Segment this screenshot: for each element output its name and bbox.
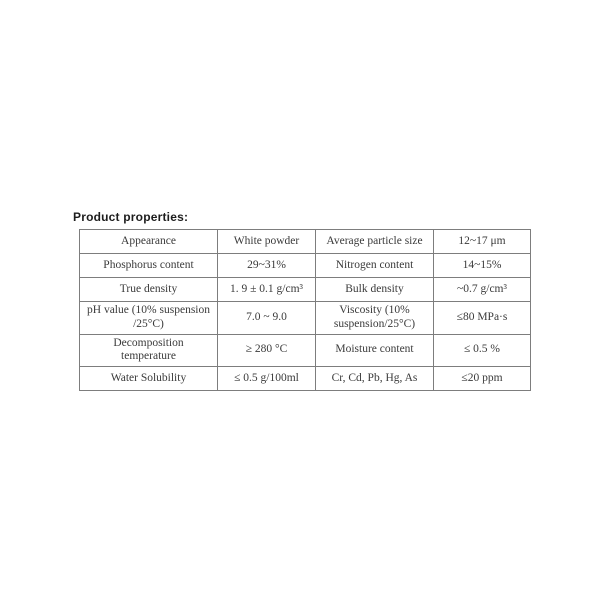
property-value-cell: White powder <box>218 230 316 254</box>
property-name-cell: Phosphorus content <box>80 254 218 278</box>
property-name-cell: pH value (10% suspension /25°C) <box>80 302 218 335</box>
property-value-cell: 14~15% <box>434 254 531 278</box>
property-name-cell: Bulk density <box>316 278 434 302</box>
table-row <box>80 334 531 367</box>
table-row <box>80 230 531 254</box>
property-value-cell: ≤ 0.5 g/100ml <box>218 367 316 391</box>
table-row <box>80 302 531 335</box>
property-name-cell: Average particle size <box>316 230 434 254</box>
property-name-cell: Cr, Cd, Pb, Hg, As <box>316 367 434 391</box>
property-name-cell: Water Solubility <box>80 367 218 391</box>
property-value-cell: ≤80 MPa·s <box>434 302 531 335</box>
table-row <box>80 254 531 278</box>
property-name-cell: Appearance <box>80 230 218 254</box>
property-value-cell: ~0.7 g/cm³ <box>434 278 531 302</box>
property-name-cell: True density <box>80 278 218 302</box>
property-value-cell: ≤20 ppm <box>434 367 531 391</box>
table-row <box>80 278 531 302</box>
table-row <box>80 367 531 391</box>
section-title: Product properties: <box>73 210 189 224</box>
property-value-cell: ≥ 280 °C <box>218 334 316 367</box>
property-name-cell: Decomposition temperature <box>80 334 218 367</box>
property-name-cell: Viscosity (10% suspension/25°C) <box>316 302 434 335</box>
property-value-cell: 7.0 ~ 9.0 <box>218 302 316 335</box>
property-value-cell: 29~31% <box>218 254 316 278</box>
property-value-cell: 1. 9 ± 0.1 g/cm³ <box>218 278 316 302</box>
product-properties-table <box>79 229 531 391</box>
property-value-cell: ≤ 0.5 % <box>434 334 531 367</box>
property-name-cell: Moisture content <box>316 334 434 367</box>
property-value-cell: 12~17 μm <box>434 230 531 254</box>
property-name-cell: Nitrogen content <box>316 254 434 278</box>
